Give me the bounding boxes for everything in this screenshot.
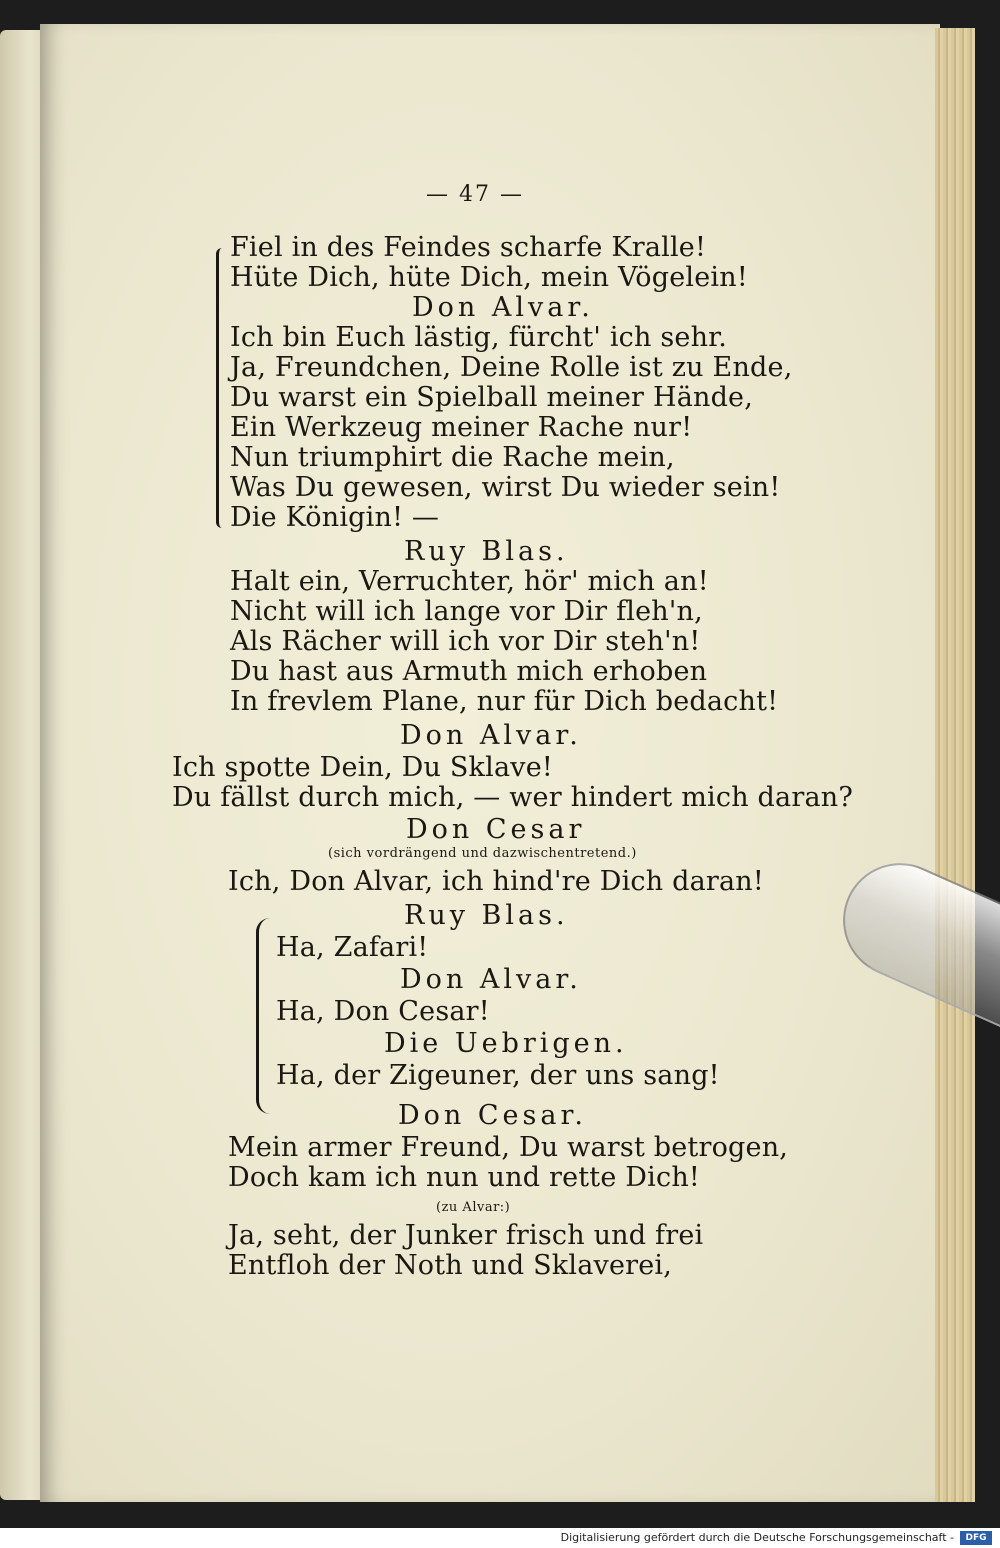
left-brace [256, 918, 273, 1114]
page-edges [935, 28, 975, 1502]
text-line: Halt ein, Verruchter, hör' mich an! [230, 566, 709, 597]
speaker-name: Don Alvar. [400, 720, 582, 751]
speaker-name: Ruy Blas. [404, 536, 569, 567]
speaker-name: Don Cesar. [398, 1100, 587, 1131]
text-line: Ich bin Euch lästig, fürcht' ich sehr. [230, 322, 728, 353]
speaker-name: Don Alvar. [412, 292, 594, 323]
text-line: Du hast aus Armuth mich erhoben [230, 656, 708, 687]
text-line: Doch kam ich nun und rette Dich! [228, 1162, 700, 1193]
text-line: Du fällst durch mich, — wer hindert mich daran? [172, 782, 854, 813]
stage-direction: (zu Alvar:) [436, 1200, 511, 1215]
text-line: Nun triumphirt die Rache mein, [230, 442, 675, 473]
footer-bar [0, 1528, 1000, 1548]
text-line: Ja, Freundchen, Deine Rolle ist zu Ende, [230, 352, 793, 383]
text-line: Ich spotte Dein, Du Sklave! [172, 752, 553, 783]
text-line: Die Königin! — [230, 502, 440, 533]
text-line: Ha, der Zigeuner, der uns sang! [276, 1060, 720, 1091]
text-line: Hüte Dich, hüte Dich, mein Vögelein! [230, 262, 748, 293]
left-bracket [216, 248, 225, 528]
text-line: Ja, seht, der Junker frisch und frei [228, 1220, 704, 1251]
footer-credit: Digitalisierung gefördert durch die Deutsche Forschungsgemeinschaft - [560, 1531, 954, 1544]
speaker-name: Ruy Blas. [404, 900, 569, 931]
page-number: — 47 — [426, 182, 524, 207]
text-line: Ha, Zafari! [276, 932, 429, 963]
speaker-name: Don Cesar [406, 814, 586, 845]
book-page [40, 24, 940, 1502]
text-line: Fiel in des Feindes scharfe Kralle! [230, 232, 707, 263]
dfg-logo: DFG [960, 1531, 992, 1545]
text-line: Mein armer Freund, Du warst betrogen, [228, 1132, 789, 1163]
text-line: Du warst ein Spielball meiner Hände, [230, 382, 754, 413]
text-line: Entfloh der Noth und Sklaverei, [228, 1250, 673, 1281]
speaker-name: Don Alvar. [400, 964, 582, 995]
text-line: Ich, Don Alvar, ich hind're Dich daran! [228, 866, 764, 897]
text-line: Nicht will ich lange vor Dir fleh'n, [230, 596, 703, 627]
text-line: Ein Werkzeug meiner Rache nur! [230, 412, 693, 443]
stage-direction: (sich vordrängend und dazwischentretend.) [328, 846, 637, 861]
text-line: Als Rächer will ich vor Dir steh'n! [230, 626, 701, 657]
text-line: Was Du gewesen, wirst Du wieder sein! [230, 472, 781, 503]
text-line: In frevlem Plane, nur für Dich bedacht! [230, 686, 779, 717]
text-line: Ha, Don Cesar! [276, 996, 490, 1027]
speaker-name: Die Uebrigen. [384, 1028, 628, 1059]
